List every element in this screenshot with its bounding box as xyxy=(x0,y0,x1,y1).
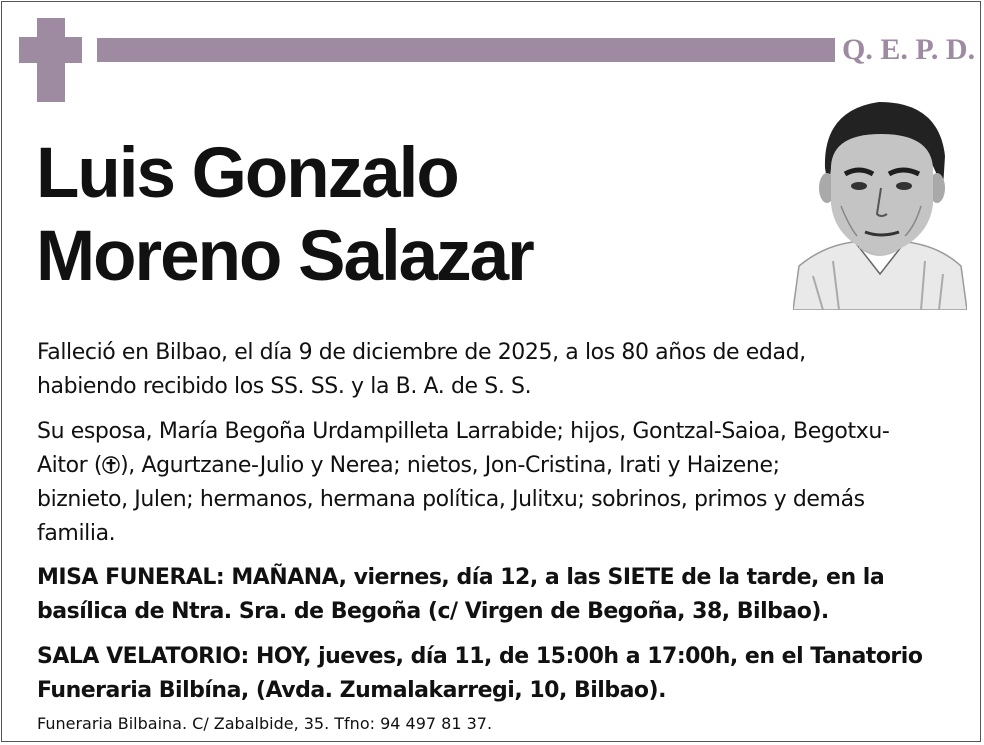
family-line-3: biznieto, Julen; hermanos, hermana política, Julitxu; sobrinos, primos y demás xyxy=(37,487,865,512)
funeral-home-footer: Funeraria Bilbaina. C/ Zabalbide, 35. Tfno: 94 497 81 37. xyxy=(37,714,493,733)
wake-line-1: SALA VELATORIO: HOY, jueves, día 11, de 15:00h a 17:00h, en el Tanatorio xyxy=(37,644,923,669)
header-bar xyxy=(97,38,835,62)
family-line-2-pre: Aitor ( xyxy=(37,453,103,478)
cross-icon-horizontal xyxy=(19,37,82,63)
qepd-label: Q. E. P. D. xyxy=(842,33,976,66)
family-line-2 xyxy=(37,449,967,483)
funeral-mass-paragraph xyxy=(37,561,967,629)
funeral-line-1: MISA FUNERAL: MAÑANA, viernes, día 12, a las SIETE de la tarde, en la xyxy=(37,565,885,590)
announcement-paragraph xyxy=(37,336,967,404)
deceased-name xyxy=(36,132,756,298)
announcement-line-1: Falleció en Bilbao, el día 9 de diciembre de 2025, a los 80 años de edad, xyxy=(37,340,806,365)
announcement-line-2: habiendo recibido los SS. SS. y la B. A. de S. S. xyxy=(37,374,532,399)
family-line-4: familia. xyxy=(37,521,116,546)
family-line-2-post: ), Agurtzane-Julio y Nerea; nietos, Jon-Cristina, Irati y Haizene; xyxy=(120,453,780,478)
cross-icon xyxy=(102,456,120,474)
portrait-photo xyxy=(793,96,967,310)
portrait-illustration xyxy=(793,96,967,310)
funeral-line-2: basílica de Ntra. Sra. de Begoña (c/ Virgen de Begoña, 38, Bilbao). xyxy=(37,599,829,624)
family-line-1: Su esposa, María Begoña Urdampilleta Larrabide; hijos, Gontzal-Saioa, Begotxu- xyxy=(37,419,890,444)
name-line-1: Luis Gonzalo xyxy=(36,134,458,213)
name-line-2: Moreno Salazar xyxy=(36,217,533,296)
wake-line-2: Funeraria Bilbína, (Avda. Zumalakarregi, 10, Bilbao). xyxy=(37,678,666,703)
wake-paragraph xyxy=(37,640,967,708)
family-paragraph xyxy=(37,415,967,551)
